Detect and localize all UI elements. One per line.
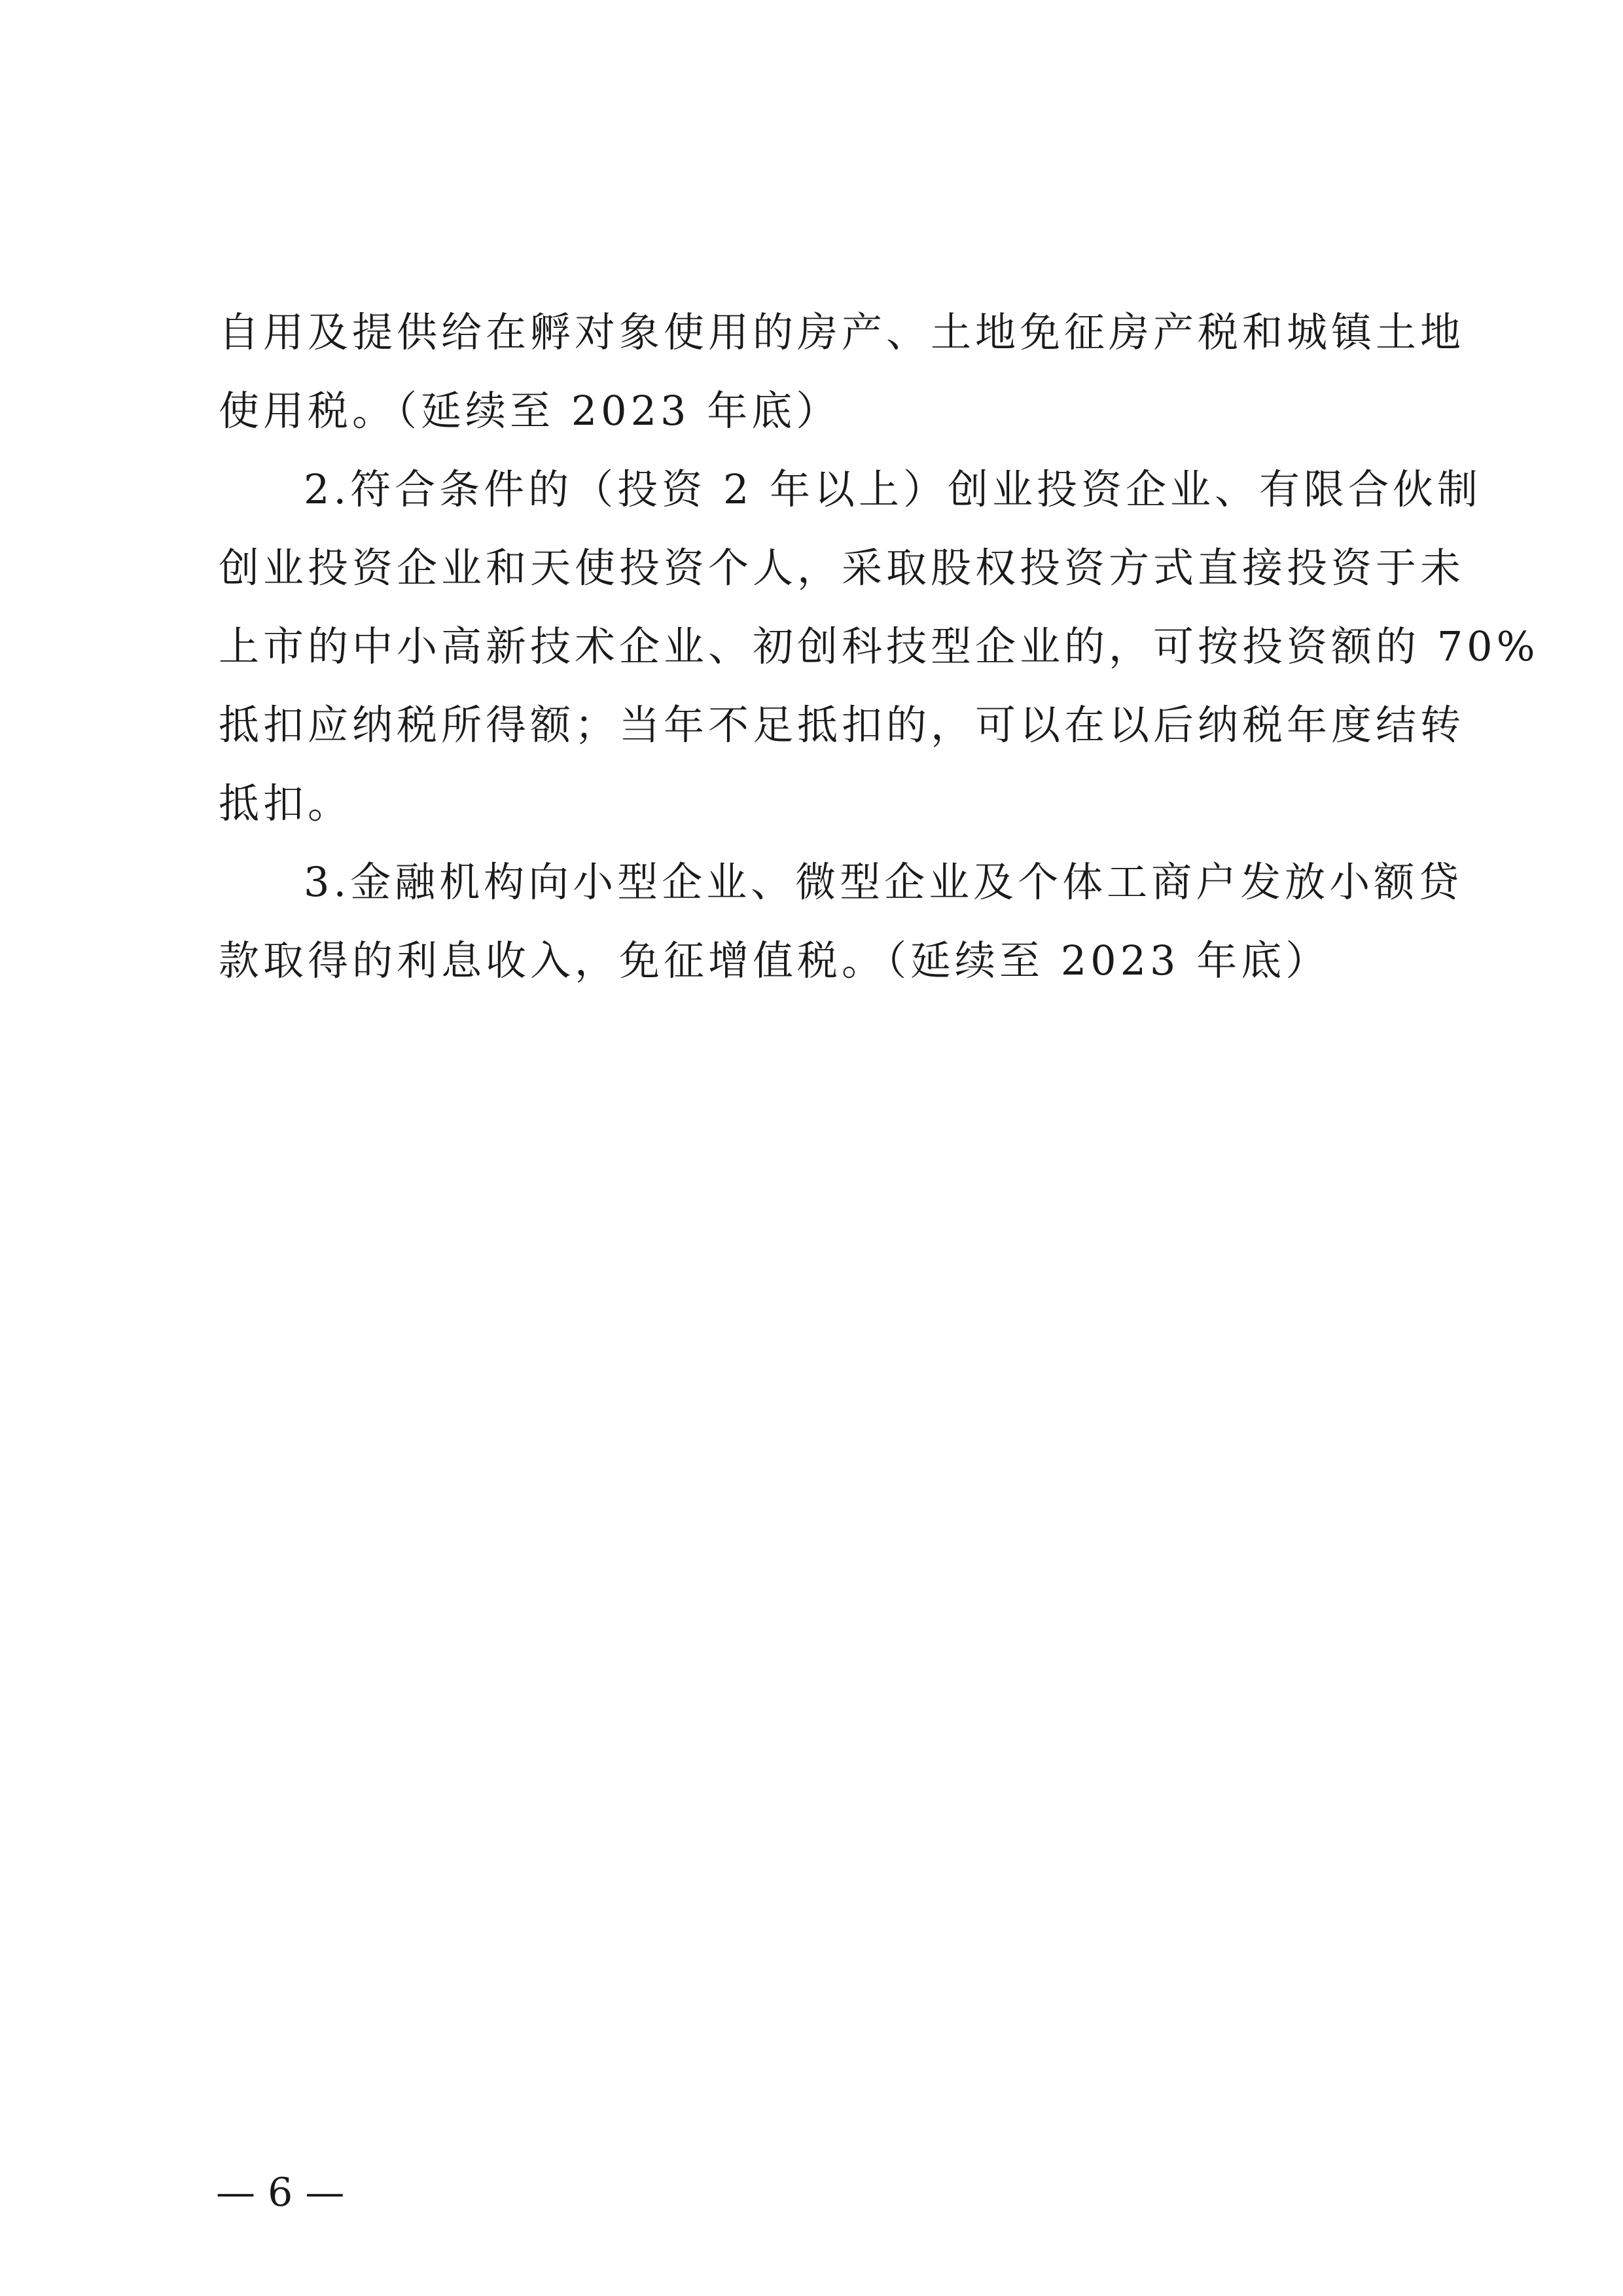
page-number: — 6 — <box>216 2170 345 2215</box>
paragraph-line: 自用及提供给在孵对象使用的房产、土地免征房产税和城镇土地 <box>219 308 1465 356</box>
paragraph-line: 2.符合条件的（投资 2 年以上）创业投资企业、有限合伙制 <box>304 465 1482 513</box>
paragraph-line: 3.金融机构向小型企业、微型企业及个体工商户发放小额贷 <box>304 858 1463 906</box>
document-body <box>219 293 1539 1000</box>
paragraph-line: 创业投资企业和天使投资个人，采取股权投资方式直接投资于未 <box>219 544 1465 592</box>
paragraph-line: 抵扣。 <box>219 780 353 827</box>
paragraph-line: 使用税。（延续至 2023 年底） <box>219 387 841 435</box>
paragraph-line: 抵扣应纳税所得额；当年不足抵扣的，可以在以后纳税年度结转 <box>219 701 1465 749</box>
paragraph-line: 款取得的利息收入，免征增值税。（延续至 2023 年底） <box>219 937 1330 984</box>
paragraph-line: 上市的中小高新技术企业、初创科技型企业的，可按投资额的 70% <box>219 622 1539 670</box>
